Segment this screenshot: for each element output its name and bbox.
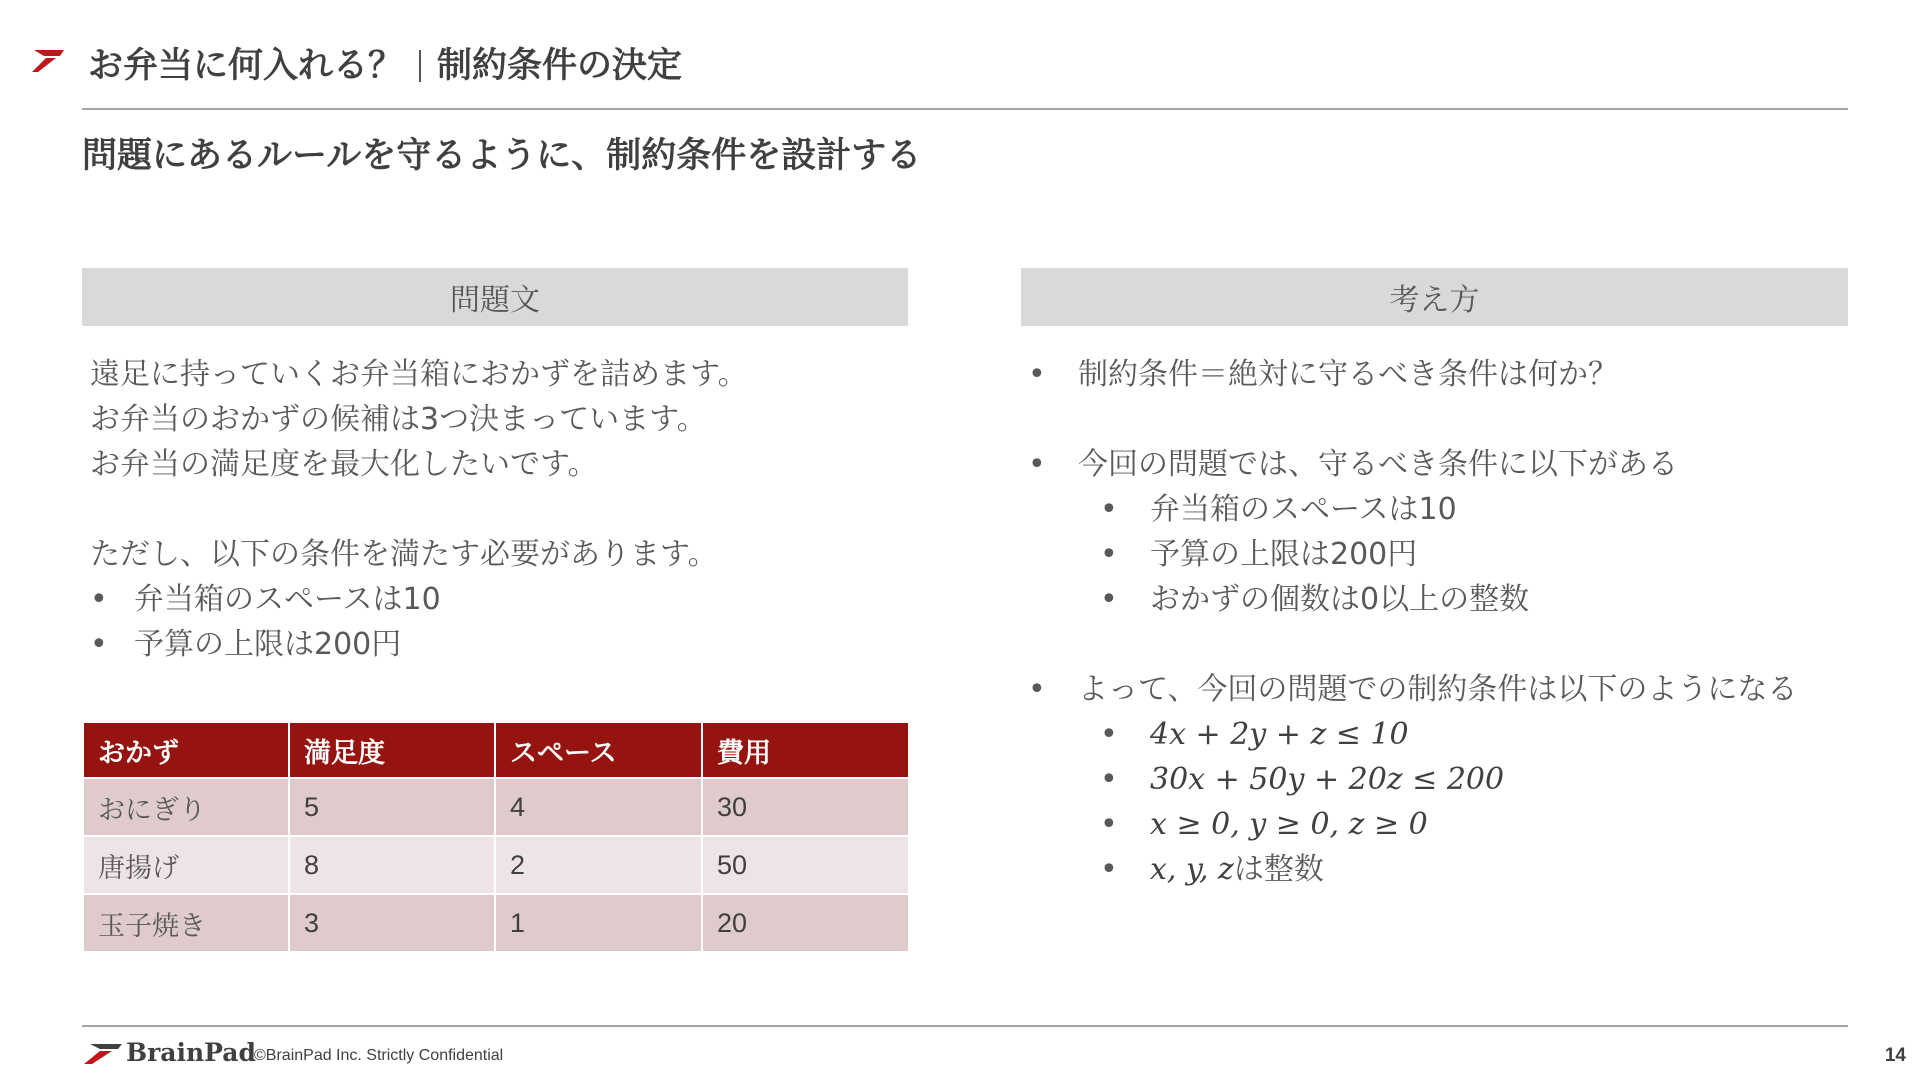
table-cell: 1 <box>495 894 702 952</box>
condition-bullet: • 弁当箱のスペースは10 <box>90 577 910 622</box>
problem-text <box>90 352 910 667</box>
bullet-dot-icon: • <box>1100 762 1118 797</box>
footer-divider <box>82 1025 1848 1027</box>
table-cell: 2 <box>495 836 702 894</box>
constraint-formula: • x, y, z は整数 <box>1028 847 1858 892</box>
bullet-dot-icon: • <box>90 627 108 662</box>
bullet-dot-icon: • <box>1100 717 1118 752</box>
brand-name: BrainPad <box>126 1038 256 1067</box>
brainpad-logo-icon <box>82 1040 124 1066</box>
approach-sub-bullet: • 予算の上限は200円 <box>1028 532 1858 577</box>
table-cell: おにぎり <box>83 778 289 836</box>
approach-sub-bullet: • 弁当箱のスペースは10 <box>1028 487 1858 532</box>
approach-bullet: • よって、今回の問題での制約条件は以下のようになる <box>1028 667 1858 712</box>
table-cell: 20 <box>702 894 909 952</box>
approach-sub-bullet: • おかずの個数は0以上の整数 <box>1028 577 1858 622</box>
table-cell: 5 <box>289 778 495 836</box>
title-main: お弁当に何入れる？ <box>88 46 404 86</box>
bullet-dot-icon: • <box>1100 852 1118 887</box>
title-separator <box>419 50 421 82</box>
page-number: 14 <box>1884 1045 1906 1066</box>
bullet-dot-icon: • <box>1100 492 1118 527</box>
bullet-dot-icon: • <box>1100 537 1118 572</box>
side-dish-table <box>82 721 910 953</box>
condition-intro: ただし、以下の条件を満たす必要があります。 <box>90 537 718 572</box>
table-row <box>83 894 909 952</box>
bullet-dot-icon: • <box>1028 357 1046 392</box>
bullet-dot-icon: • <box>90 582 108 617</box>
table-header: 満足度 <box>289 722 495 778</box>
copyright-text: ©BrainPad Inc. Strictly Confidential <box>254 1047 504 1064</box>
table-cell: 50 <box>702 836 909 894</box>
table-row <box>83 778 909 836</box>
problem-line: お弁当の満足度を最大化したいです。 <box>90 447 598 482</box>
bullet-dot-icon: • <box>1100 582 1118 617</box>
problem-heading: 問題文 <box>82 268 908 326</box>
table-header: おかず <box>83 722 289 778</box>
title-sub: 制約条件の決定 <box>437 46 683 86</box>
approach-text <box>1028 352 1858 892</box>
table-row <box>83 836 909 894</box>
approach-bullet: • 制約条件＝絶対に守るべき条件は何か？ <box>1028 352 1858 397</box>
table-cell: 唐揚げ <box>83 836 289 894</box>
header-divider <box>82 108 1848 110</box>
page-title <box>88 38 682 88</box>
constraint-formula: • 30x + 50y + 20z ≤ 200 <box>1028 757 1858 802</box>
bullet-dot-icon: • <box>1028 672 1046 707</box>
approach-heading: 考え方 <box>1021 268 1848 326</box>
constraint-formula: • 4x + 2y + z ≤ 10 <box>1028 712 1858 757</box>
approach-bullet: • 今回の問題では、守るべき条件に以下がある <box>1028 442 1858 487</box>
table-cell: 3 <box>289 894 495 952</box>
table-cell: 玉子焼き <box>83 894 289 952</box>
table-header-row <box>83 722 909 778</box>
bullet-dot-icon: • <box>1100 807 1118 842</box>
problem-line: 遠足に持っていくお弁当箱におかずを詰めます。 <box>90 357 748 392</box>
brand-logo-icon <box>30 48 66 74</box>
bullet-dot-icon: • <box>1028 447 1046 482</box>
constraint-formula: • x ≥ 0, y ≥ 0, z ≥ 0 <box>1028 802 1858 847</box>
table-header: スペース <box>495 722 702 778</box>
table-cell: 4 <box>495 778 702 836</box>
page-subtitle: 問題にあるルールを守るように、制約条件を設計する <box>82 136 922 176</box>
table-cell: 8 <box>289 836 495 894</box>
problem-line: お弁当のおかずの候補は3つ決まっています。 <box>90 402 707 437</box>
table-header: 費用 <box>702 722 909 778</box>
table-cell: 30 <box>702 778 909 836</box>
condition-bullet: • 予算の上限は200円 <box>90 622 910 667</box>
